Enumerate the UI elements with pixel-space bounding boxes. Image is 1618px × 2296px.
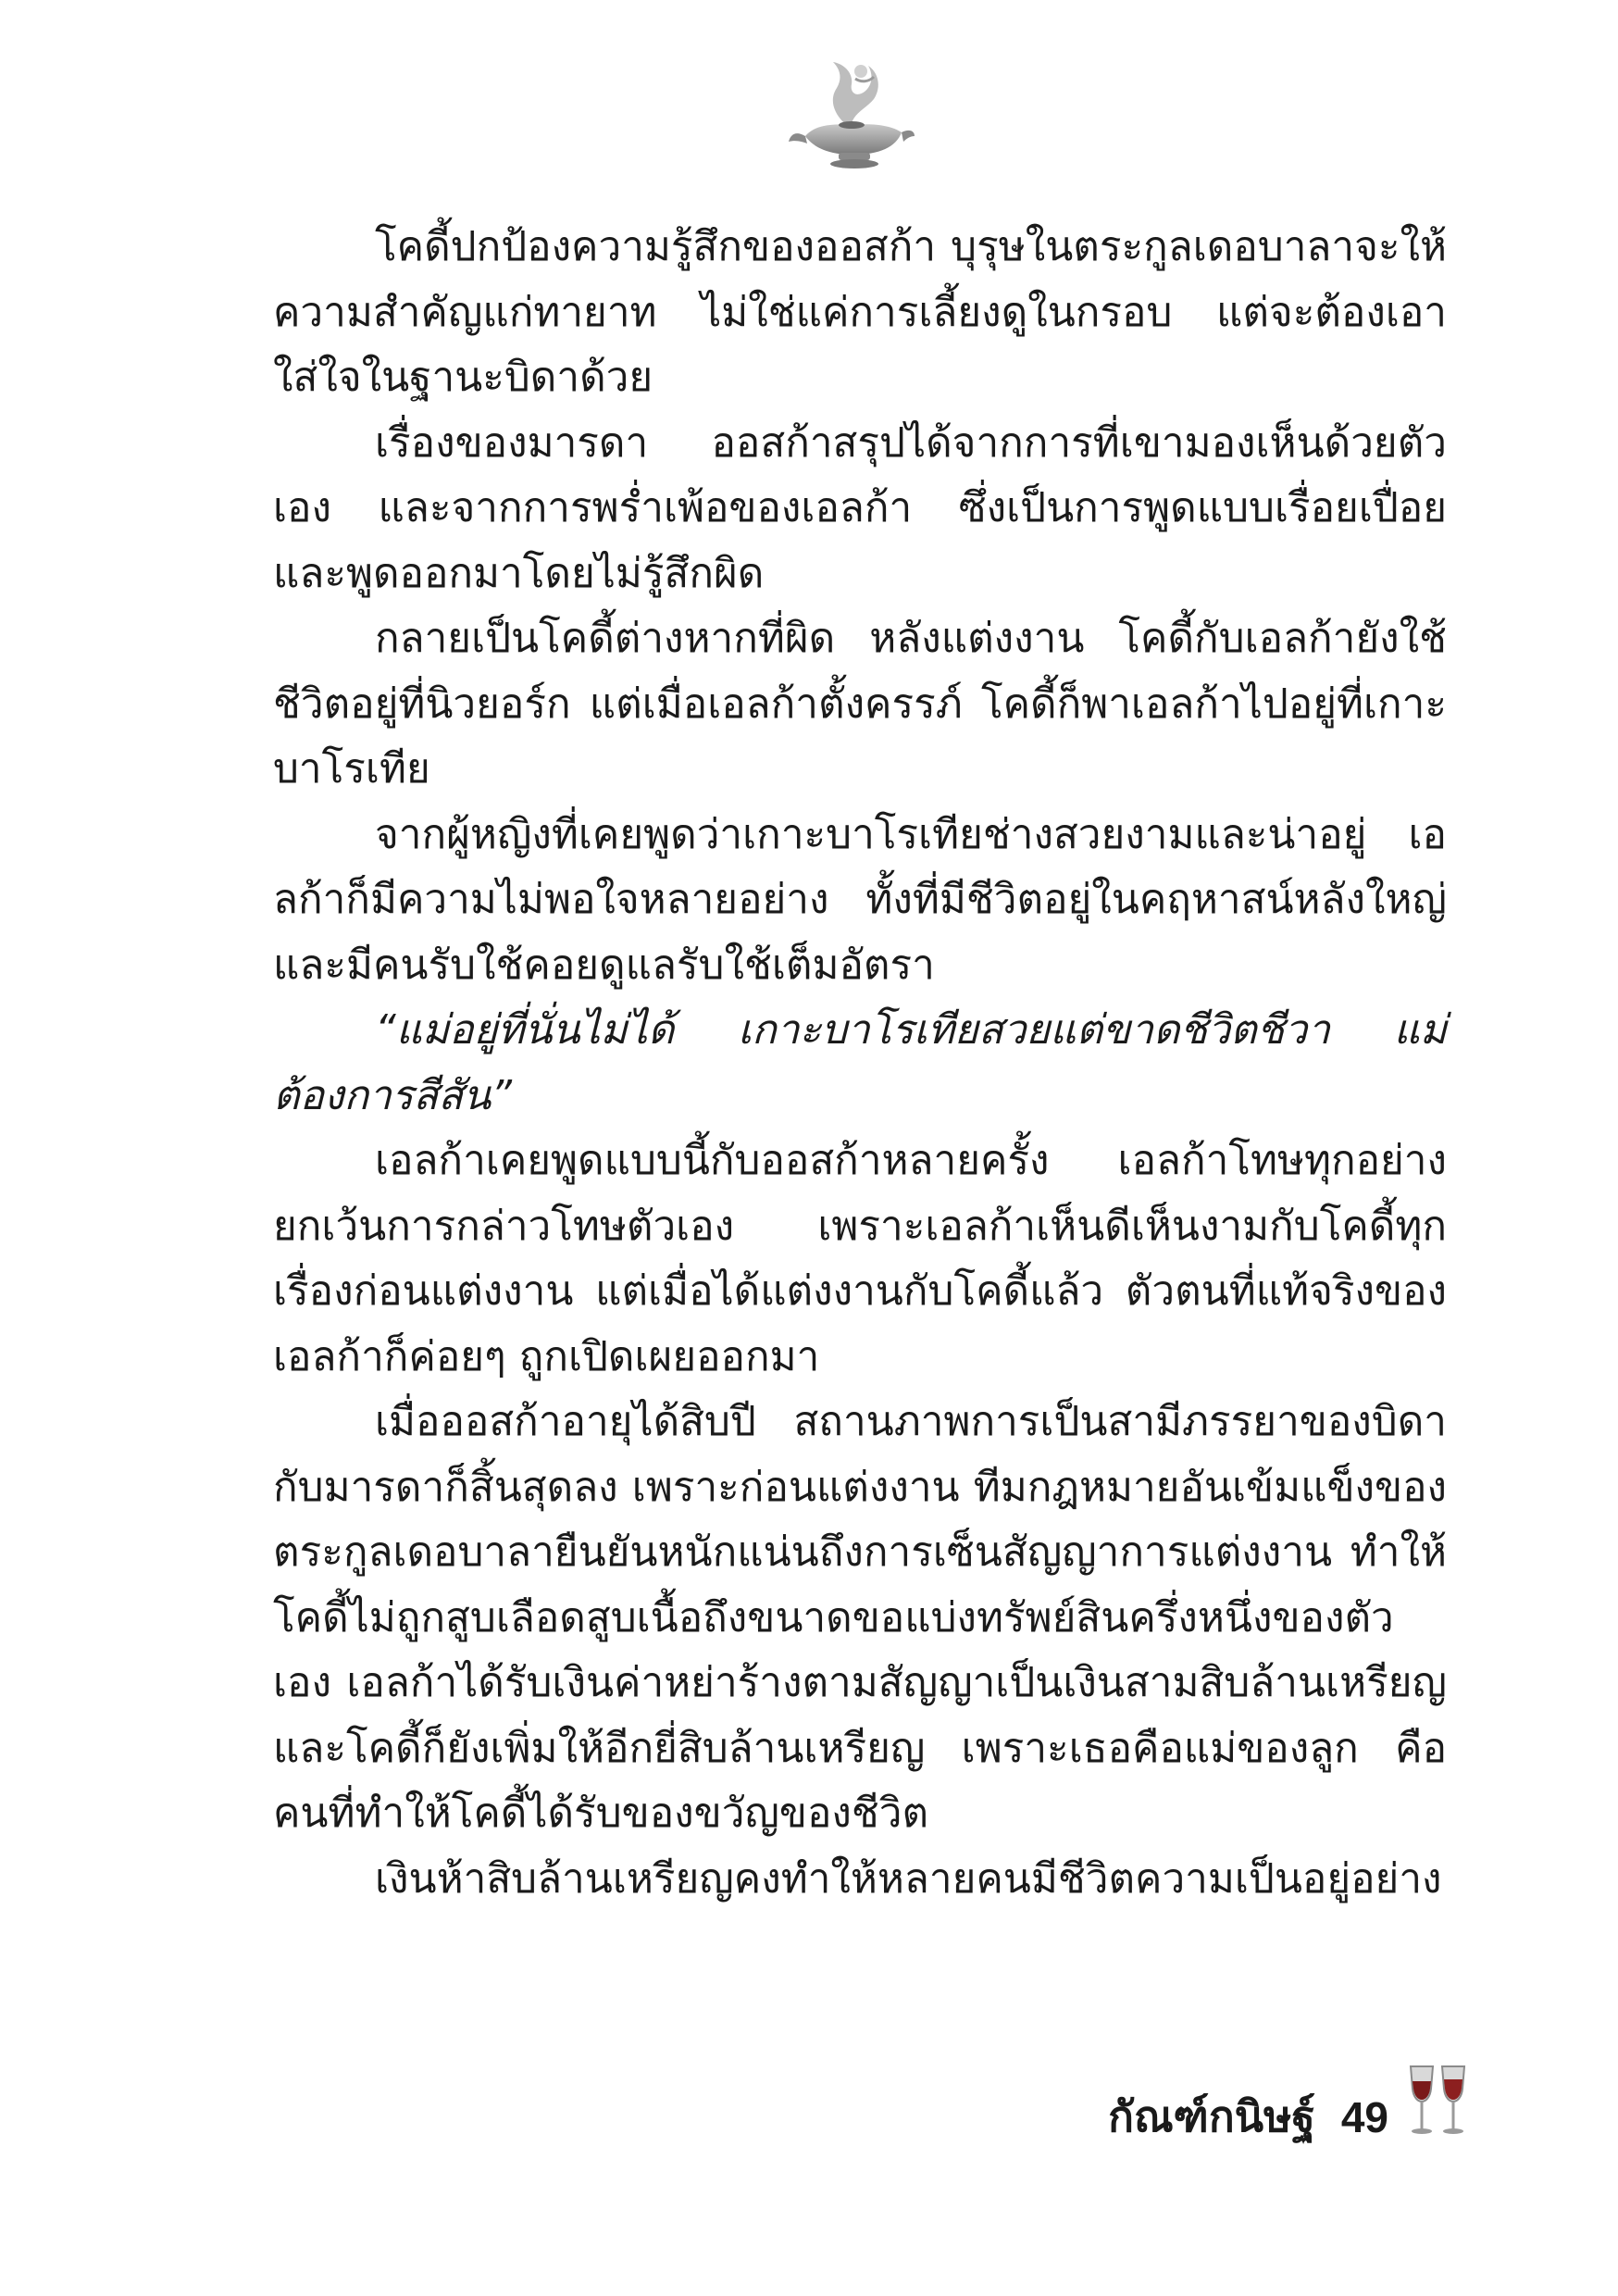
book-title: กัณฑ์กนิษฐ์	[1108, 2091, 1315, 2141]
page-footer	[1108, 2083, 1470, 2151]
paragraph-4: จากผู้หญิงที่เคยพูดว่าเกาะบาโรเทียช่างสวยงามและน่าอยู่ เอลก้าก็มีความไม่พอใจหลายอย่าง ทั้งที่มีชีวิตอยู่ในคฤหาสน์หลังใหญ่และมีคนรับใช้คอยดูแลรับใช้เต็มอัตรา	[273, 810, 1447, 989]
paragraph-2: เรื่องของมารดา ออสก้าสรุปได้จากการที่เขามองเห็นด้วยตัวเอง และจากการพร่ำเพ้อของเอลก้า ซึ่งเป็นการพูดแบบเรื่อยเปื่อย และพูดออกมาโดยไม่รู้สึกผิด	[273, 418, 1447, 597]
paragraph-3: กลายเป็นโคดี้ต่างหากที่ผิด หลังแต่งงาน โคดี้กับเอลก้ายังใช้ชีวิตอยู่ที่นิวยอร์ก แต่เมื่อเอลก้าตั้งครรภ์ โคดี้ก็พาเอลก้าไปอยู่ที่เกาะบาโรเทีย	[273, 615, 1447, 792]
paragraph-6: เอลก้าเคยพูดแบบนี้กับออสก้าหลายครั้ง เอลก้าโทษทุกอย่างยกเว้นการกล่าวโทษตัวเอง เพราะเอลก้าเห็นดีเห็นงามกับโคดี้ทุกเรื่องก่อนแต่งงาน แต่เมื่อได้แต่งงานกับโคดี้แล้ว ตัวตนที่แท้จริงของเอลก้าก็ค่อยๆ ถูกเปิดเผยออกมา	[273, 1137, 1447, 1380]
wine-glasses-icon	[1405, 2057, 1470, 2150]
page-body	[273, 215, 1447, 1912]
paragraph-7: เมื่อออสก้าอายุได้สิบปี สถานภาพการเป็นสามีภรรยาของบิดากับมารดาก็สิ้นสุดลง เพราะก่อนแต่งงาน ทีมกฎหมายอันเข้มแข็งของตระกูลเดอบาลายืนยันหนักแน่นถึงการเซ็นสัญญาการแต่งงาน ทำให้โคดี้ไม่ถูกสูบเลือดสูบเนื้อถึงขนาดขอแบ่งทรัพย์สินครึ่งหนึ่งของตัวเอง เอลก้าได้รับเงินค่าหย่าร้างตามสัญญาเป็นเงินสามสิบล้านเหรียญ และโคดี้ก็ยังเพิ่มให้อีกยี่สิบล้านเหรียญ เพราะเธอคือแม่ของลูก คือคนที่ทำให้โคดี้ได้รับของขวัญของชีวิต	[273, 1398, 1447, 1837]
paragraph-1: โคดี้ปกป้องความรู้สึกของออสก้า บุรุษในตระกูลเดอบาลาจะให้ความสำคัญแก่ทายาท ไม่ใช่แค่การเลี้ยงดูในกรอบ แต่จะต้องเอาใส่ใจในฐานะบิดาด้วย	[273, 223, 1447, 401]
page-number: 49	[1340, 2092, 1388, 2141]
genie-lamp-icon	[787, 51, 916, 171]
quote-paragraph: “แม่อยู่ที่นั่นไม่ได้ เกาะบาโรเทียสวยแต่ขาดชีวิตชีวา แม่ต้องการสีสัน”	[273, 1006, 1447, 1119]
paragraph-8: เงินห้าสิบล้านเหรียญคงทำให้หลายคนมีชีวิตความเป็นอยู่อย่าง	[375, 1854, 1442, 1903]
